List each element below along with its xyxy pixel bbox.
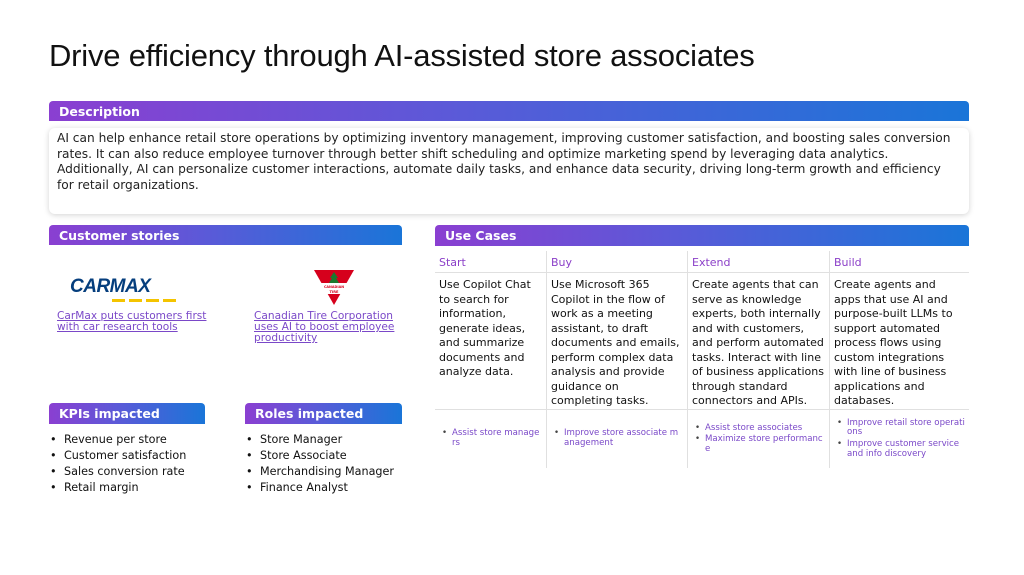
page-title: Drive efficiency through AI-assisted store associates (49, 38, 755, 73)
use-case-buy-items (547, 410, 688, 468)
use-case-extend-description: Create agents that can serve as knowledge experts, both internally and with customers, and perform automated tasks. Interact with line of business applications through standard connectors and APIs. (688, 273, 830, 409)
use-cases-table (435, 251, 969, 468)
list-item: • Retail margin (50, 480, 210, 496)
use-case-start-description: Use Copilot Chat to search for information, generate ideas, and summarize documents and analyze data. (435, 273, 547, 409)
kpis-header: KPIs impacted (49, 403, 205, 424)
list-item: • Store Manager (246, 432, 406, 448)
use-cases-body-row (435, 273, 969, 410)
svg-text:TIRE: TIRE (329, 290, 339, 294)
use-case-column-extend: Extend (688, 251, 830, 272)
use-case-item-link[interactable]: • Assist store associates (692, 424, 825, 434)
carmax-logo (70, 276, 180, 304)
use-case-column-start: Start (435, 251, 547, 272)
roles-header: Roles impacted (245, 403, 402, 424)
use-cases-items-row (435, 410, 969, 468)
list-item: • Revenue per store (50, 432, 210, 448)
description-header: Description (49, 101, 969, 121)
roles-list (246, 432, 406, 496)
canadian-tire-triangle-icon (312, 268, 356, 306)
list-item: • Customer satisfaction (50, 448, 210, 464)
svg-text:CANADIAN: CANADIAN (323, 285, 345, 289)
list-item: • Finance Analyst (246, 480, 406, 496)
use-case-column-buy: Buy (547, 251, 688, 272)
use-case-extend-items (688, 410, 830, 468)
kpi-list (50, 432, 210, 496)
use-cases-header: Use Cases (435, 225, 969, 246)
use-case-column-build: Build (834, 256, 862, 269)
list-item: • Store Associate (246, 448, 406, 464)
carmax-logo-text: CARMAX (70, 276, 151, 297)
canadian-tire-story-link[interactable]: Canadian Tire Corporation uses AI to boost employee productivity (254, 310, 395, 344)
use-case-item-link[interactable]: • Improve customer service and info discovery (834, 440, 965, 459)
use-case-item-link[interactable]: • Assist store managers (439, 429, 542, 448)
use-case-item-link[interactable]: • Improve retail store operations (834, 419, 965, 438)
description-text: AI can help enhance retail store operations by optimizing inventory management, improving customer satisfaction, and boosting sales conversion rates. It can also reduce employee turnover through better shift scheduling and optimize marketing spend by leveraging data analytics. Additionally, AI can personalize customer interactions, automate daily tasks, and enhance data security, driving long-term growth and efficiency for retail organizations. (49, 128, 969, 214)
list-item: • Sales conversion rate (50, 464, 210, 480)
use-cases-header-row (435, 251, 969, 273)
customer-stories-header: Customer stories (49, 225, 402, 245)
canadian-tire-logo (312, 268, 356, 306)
use-case-start-items (435, 410, 547, 468)
carmax-story-link[interactable]: CarMax puts customers first with car research tools (57, 310, 207, 333)
use-case-item-link[interactable]: • Maximize store performance (692, 435, 825, 454)
use-case-buy-description: Use Microsoft 365 Copilot in the flow of work as a meeting assistant, to draft documents and emails, perform complex data analysis and provide guidance on completing tasks. (547, 273, 688, 409)
use-case-item-link[interactable]: • Improve store associate management (551, 429, 683, 448)
list-item: • Merchandising Manager (246, 464, 406, 480)
carmax-logo-dashes (112, 299, 180, 302)
use-case-build-items (830, 410, 969, 468)
use-case-build-description: Create agents and apps that use AI and purpose-built LLMs to support automated process flows using custom integrations with line of business applications and databases. (834, 278, 953, 407)
